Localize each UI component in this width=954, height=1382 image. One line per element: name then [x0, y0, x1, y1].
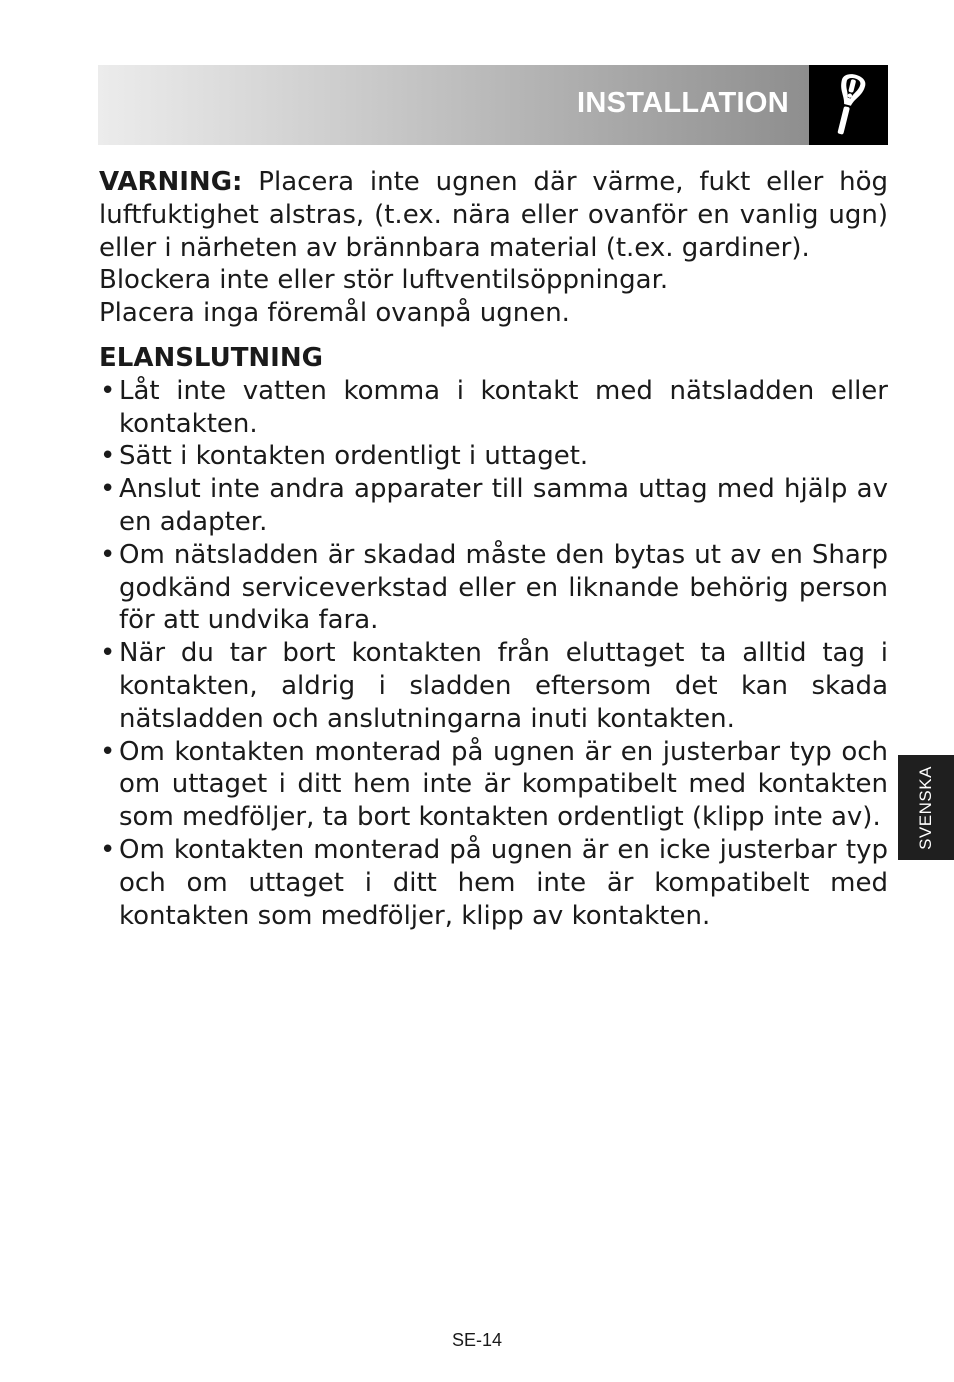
warning-text-2: Blockera inte eller stör luftventilsöppningar.	[99, 265, 669, 296]
warning-text-1: Placera inte ugnen där värme, fukt eller hög luftfuktighet alstras, (t.ex. nära eller ovanför en vanlig ugn) eller i närheten av brännbara material (t.ex. gardiner).	[99, 167, 888, 263]
list-item: • Sätt i kontakten ordentligt i uttaget.	[99, 440, 888, 473]
list-item: • Om kontakten monterad på ugnen är en icke justerbar typ och om uttaget i ditt hem inte är kompatibelt med kontakten som medföljer, klipp av kontakten.	[99, 834, 888, 932]
list-item: • Anslut inte andra apparater till samma uttag med hjälp av en adapter.	[99, 473, 888, 539]
list-item: • Låt inte vatten komma i kontakt med nätsladden eller kontakten.	[99, 375, 888, 441]
list-item: • När du tar bort kontakten från eluttaget ta alltid tag i kontakten, aldrig i sladden eftersom det kan skada nätsladden och anslutningarna inuti kontakten.	[99, 637, 888, 735]
section-heading: ELANSLUTNING	[99, 342, 323, 373]
section-title: INSTALLATION	[577, 87, 789, 119]
section-header-bar	[98, 65, 809, 145]
warning-label: VARNING:	[99, 167, 243, 197]
list-item: • Om kontakten monterad på ugnen är en justerbar typ och om uttaget i ditt hem inte är kompatibelt med kontakten som medföljer, ta bort kontakten ordentligt (klipp inte av).	[99, 736, 888, 834]
warning-exclamation-icon	[809, 65, 888, 145]
page-number: SE-14	[451, 1330, 503, 1350]
list-item: • Om nätsladden är skadad måste den bytas ut av en Sharp godkänd serviceverkstad eller en liknande behörig person för att undvika fara.	[99, 539, 888, 637]
installation-content	[99, 166, 888, 932]
language-tab	[898, 755, 954, 860]
warning-text-3: Placera inga föremål ovanpå ugnen.	[99, 298, 570, 329]
electrical-connection-list	[99, 375, 888, 933]
language-tab-label: SVENSKA	[916, 765, 935, 850]
warning-paragraph	[99, 166, 888, 330]
